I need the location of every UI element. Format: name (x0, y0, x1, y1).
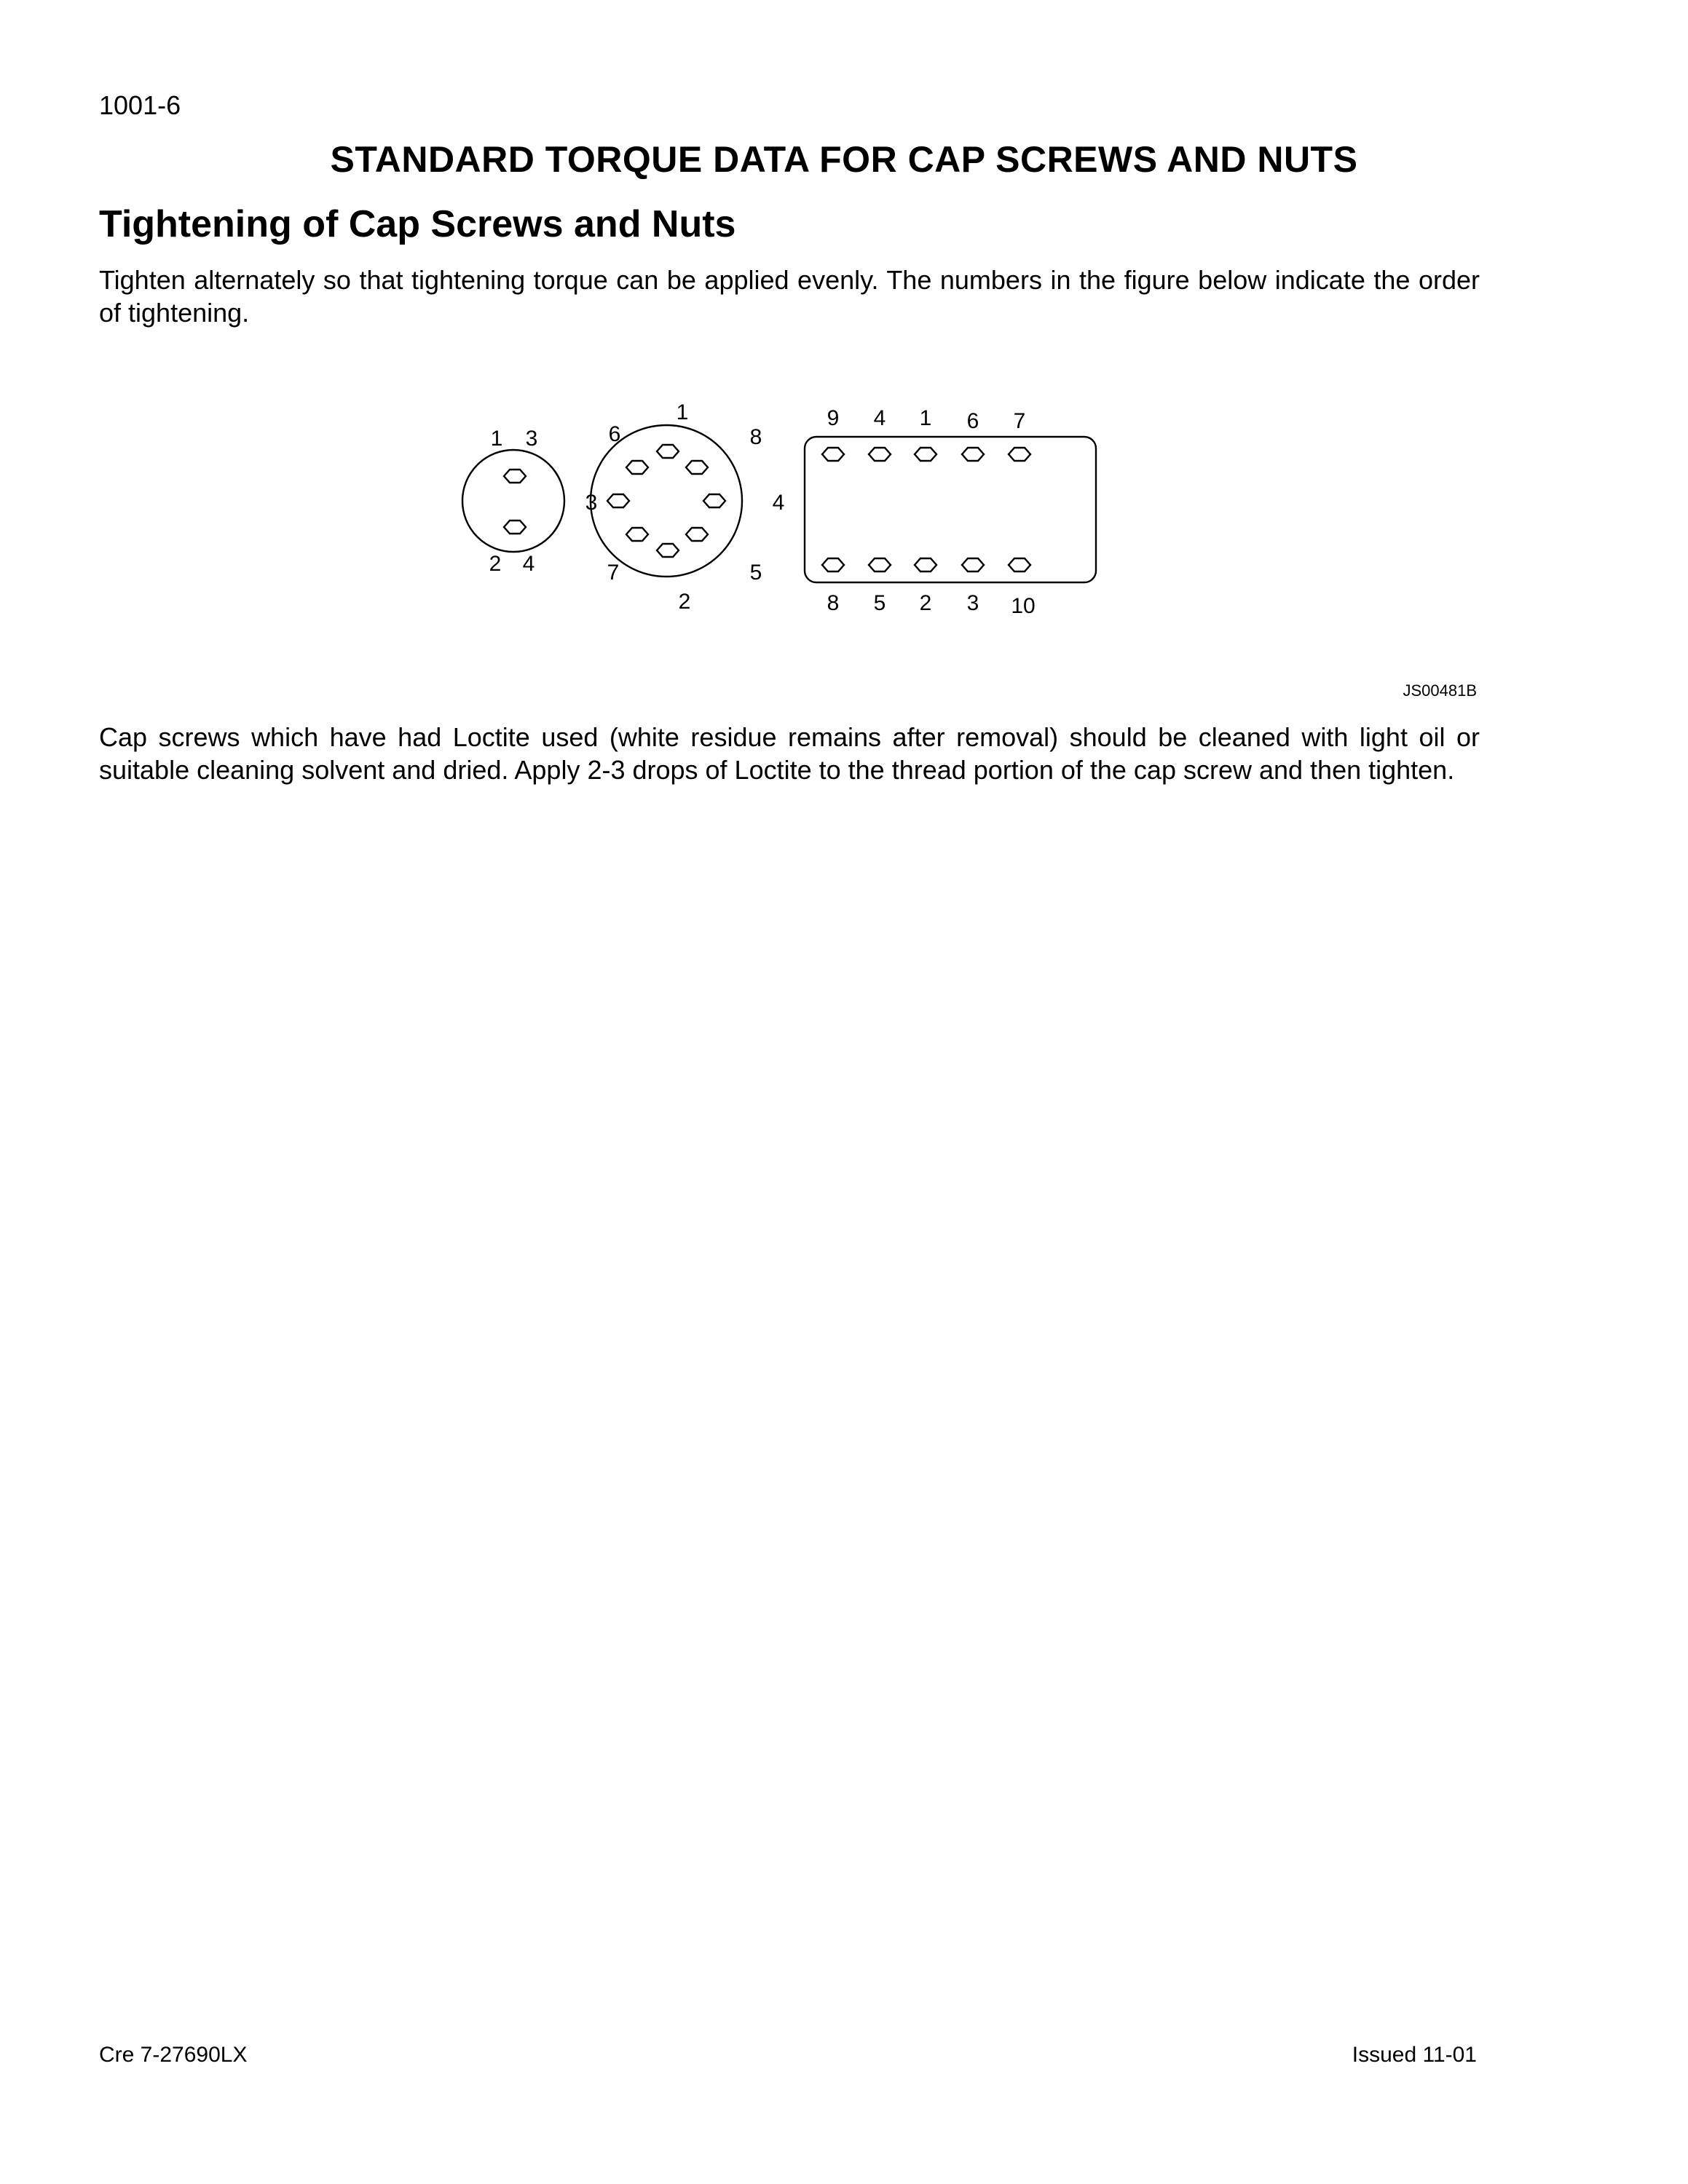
bolt-order-label: 3 (966, 591, 979, 615)
bolt-order-label: 6 (966, 409, 979, 433)
bolt-order-label: 5 (873, 591, 886, 615)
bolt-order-label: 1 (676, 400, 689, 424)
round-flange-outline (591, 425, 742, 577)
rect-flange-bolt (869, 558, 891, 571)
rect-flange-bolt (915, 558, 936, 571)
section-heading: Tightening of Cap Screws and Nuts (99, 203, 736, 245)
figure-id: JS00481B (1403, 681, 1477, 700)
bolt-order-label: 1 (919, 406, 932, 430)
bolt-order-label: 2 (919, 591, 932, 615)
small-flange-bolt (504, 470, 526, 483)
rect-flange-bolt (822, 558, 844, 571)
rect-flange-bolt (869, 448, 891, 461)
bolt-order-label: 9 (827, 406, 840, 430)
rect-flange-bolt (962, 558, 984, 571)
bolt-order-label: 8 (749, 425, 762, 449)
page-number: 1001-6 (99, 90, 181, 120)
footer-issued: Issued 11-01 (1352, 2043, 1477, 2067)
tightening-order-figure (451, 393, 1121, 633)
small-flange-outline (462, 450, 564, 552)
bolt-order-label: 3 (525, 427, 538, 451)
bolt-order-label: 4 (772, 491, 785, 515)
small-flange-bolt (504, 521, 526, 534)
round-flange-bolt (607, 494, 629, 507)
bolt-order-label: 4 (522, 552, 535, 576)
round-flange-bolt (626, 528, 648, 541)
bolt-order-label: 8 (827, 591, 840, 615)
bolt-order-label: 5 (749, 561, 762, 585)
footer-doc-code: Cre 7-27690LX (99, 2043, 248, 2067)
bolt-order-label: 7 (607, 561, 620, 585)
bolt-order-label: 1 (490, 427, 503, 451)
tightening-order-diagram (451, 393, 1121, 633)
bolt-order-label: 4 (873, 406, 886, 430)
rect-flange-bolt (1009, 448, 1030, 461)
round-flange-bolt (703, 494, 725, 507)
rect-flange-outline (805, 437, 1096, 582)
round-flange-bolt (686, 528, 708, 541)
rect-flange-bolt (915, 448, 936, 461)
bolt-order-label: 2 (678, 590, 691, 614)
round-flange-bolt (657, 544, 679, 557)
page-title: STANDARD TORQUE DATA FOR CAP SCREWS AND NUTS (330, 139, 1358, 180)
intro-paragraph: Tighten alternately so that tightening torque can be applied evenly. The numbers in the figure below indicate the order of tightening. (99, 265, 1480, 328)
rect-flange-bolt (962, 448, 984, 461)
round-flange-bolt (686, 461, 708, 474)
bolt-order-label: 2 (489, 552, 502, 576)
bolt-order-label: 10 (1011, 594, 1036, 618)
rect-flange-bolt (1009, 558, 1030, 571)
bolt-order-label: 6 (608, 422, 621, 446)
loctite-paragraph: Cap screws which have had Loctite used (white residue remains after removal) should be cleaned with light oil or suitable cleaning solvent and dried. Apply 2-3 drops of Loctite to the thread portion of the cap screw and then tighten. (99, 722, 1480, 785)
round-flange-bolt (657, 445, 679, 458)
bolt-order-label: 7 (1013, 409, 1026, 433)
round-flange-bolt (626, 461, 648, 474)
bolt-order-label: 3 (585, 491, 598, 515)
rect-flange-bolt (822, 448, 844, 461)
